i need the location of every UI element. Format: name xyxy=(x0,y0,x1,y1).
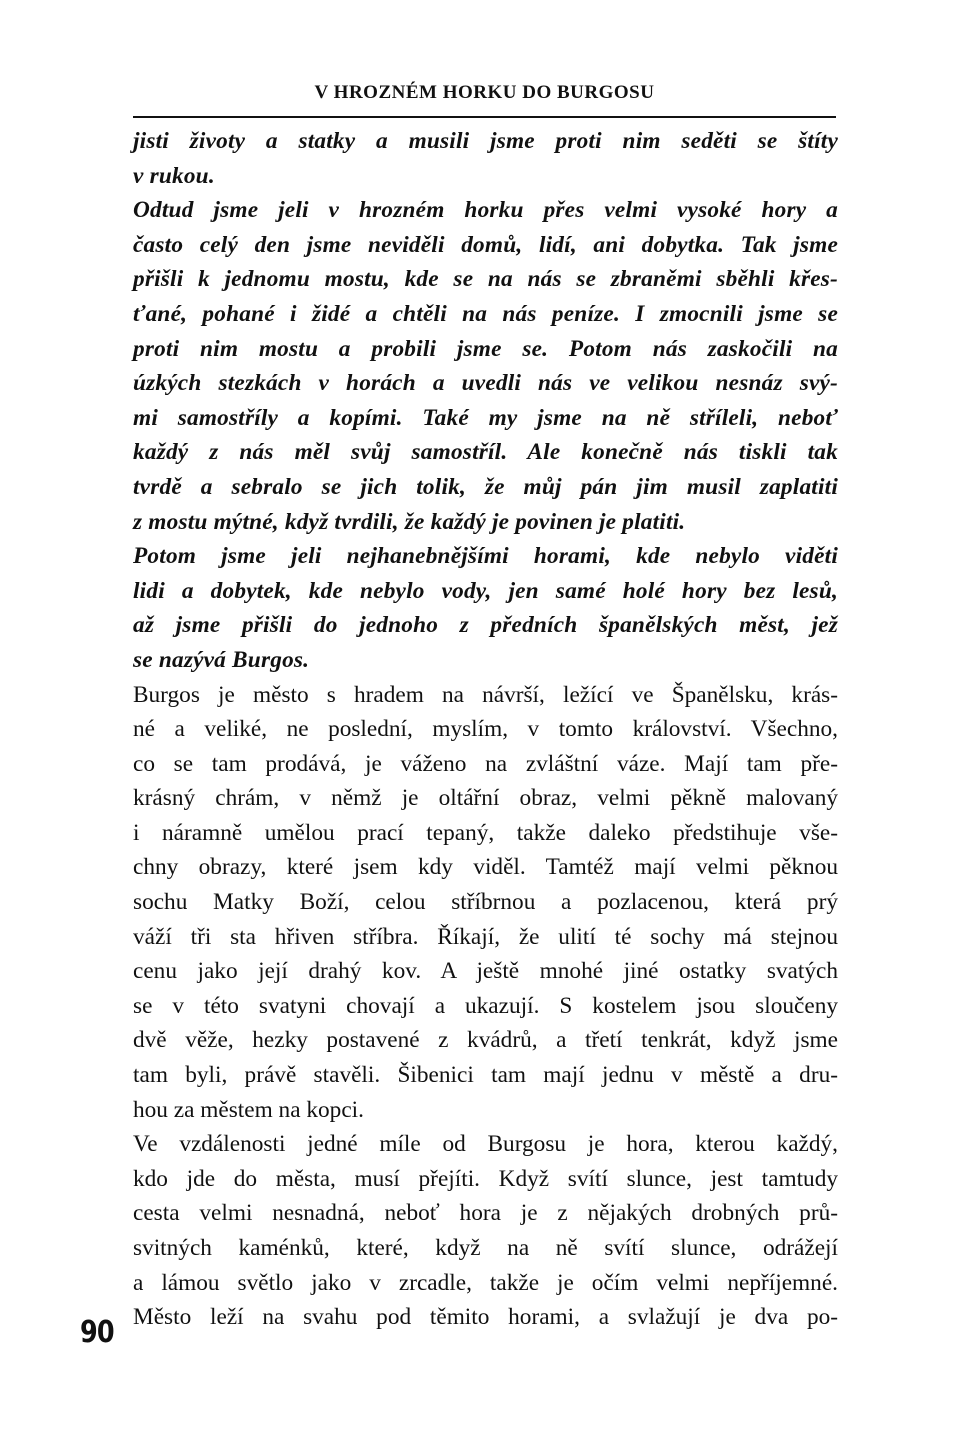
paragraph xyxy=(133,1127,838,1335)
text-line: se nazývá Burgos. xyxy=(133,646,310,673)
paragraph xyxy=(133,539,838,677)
text-line: jisti životy a statky a musili jsme proti nim seděti se štíty xyxy=(133,128,838,154)
text-line: co se tam prodává, je váženo na zvláštní váze. Mají tam pře- xyxy=(133,750,838,777)
text-line: Odtud jsme jeli v hrozném horku přes velmi vysoké hory a xyxy=(133,197,838,224)
header-rule xyxy=(133,116,836,118)
text-line: Ve vzdálenosti jedné míle od Burgosu je hora, kterou každý, xyxy=(133,1131,838,1158)
text-line: v rukou. xyxy=(133,162,215,189)
paragraph xyxy=(133,678,838,1128)
text-line: se v této svatyni chovají a ukazují. S kostelem jsou sloučeny xyxy=(133,992,838,1019)
page-number: 90 xyxy=(80,1315,114,1350)
text-line: kdo jde do města, musí přejíti. Když svítí slunce, jest tamtudy xyxy=(133,1165,838,1192)
text-line: každý z nás měl svůj samostříl. Ale konečně nás tiskli tak xyxy=(133,439,838,466)
text-line: cenu jako její drahý kov. A ještě mnohé jiné ostatky svatých xyxy=(133,958,838,985)
text-line: mi samostříly a kopími. Také my jsme na ně stříleli, neboť xyxy=(133,404,838,431)
text-line: proti nim mostu a probili jsme se. Potom nás zaskočili na xyxy=(133,335,838,362)
text-line: přišli k jednomu mostu, kde se na nás se zbraněmi sběhli křes- xyxy=(133,266,838,293)
text-line: lidi a dobytek, kde nebylo vody, jen samé holé hory bez lesů, xyxy=(133,577,838,604)
text-line: tam byli, právě stavěli. Šibenici tam mají jednu v městě a dru- xyxy=(133,1062,838,1089)
text-line: chny obrazy, které jsem kdy viděl. Tamtéž mají velmi pěknou xyxy=(133,854,838,881)
text-line: Burgos je město s hradem na návrší, ležící ve Španělsku, krás- xyxy=(133,681,838,708)
text-line: váží tři sta hřiven stříbra. Říkají, že ulití té sochy má stejnou xyxy=(133,923,838,950)
paragraph xyxy=(133,193,838,539)
text-line: dvě věže, hezky postavené z kvádrů, a třetí tenkrát, když jsme xyxy=(133,1027,838,1054)
text-line: cesta velmi nesnadná, neboť hora je z nějakých drobných prů- xyxy=(133,1200,838,1227)
text-line: i náramně umělou prací tepaný, takže daleko předstihuje vše- xyxy=(133,819,838,846)
text-line: z mostu mýtné, když tvrdili, že každý je povinen je platiti. xyxy=(133,508,686,535)
text-line: a lámou světlo jako v zrcadle, takže je očím velmi nepříjemné. xyxy=(133,1269,838,1296)
text-line: úzkých stezkách v horách a uvedli nás ve velikou nesnáz svý- xyxy=(133,370,838,397)
text-line: ťané, pohané i židé a chtěli na nás peníze. I zmocnili jsme se xyxy=(133,300,838,327)
text-line: svitných kaménků, které, když na ně svítí slunce, odrážejí xyxy=(133,1235,838,1261)
text-line: Potom jsme jeli nejhanebnějšími horami, kde nebylo viděti xyxy=(133,543,838,570)
text-line: né a veliké, ne poslední, myslím, v tomto království. Všechno, xyxy=(133,716,838,743)
text-line: tvrdě a sebralo se jich tolik, že můj pán jim musil zaplatiti xyxy=(133,473,838,500)
text-line: krásný chrám, v němž je oltářní obraz, velmi pěkně malovaný xyxy=(133,785,838,812)
paragraph xyxy=(133,124,838,193)
body-text xyxy=(133,124,838,1335)
text-line: hou za městem na kopci. xyxy=(133,1096,364,1123)
running-title: V HROZNÉM HORKU DO BURGOSU xyxy=(314,82,655,103)
text-line: sochu Matky Boží, celou stříbrnou a pozlacenou, která prý xyxy=(133,889,838,916)
text-line: často celý den jsme neviděli domů, lidí, ani dobytka. Tak jsme xyxy=(133,231,838,258)
text-line: Město leží na svahu pod těmito horami, a svlažují je dva po- xyxy=(133,1304,838,1331)
text-line: až jsme přišli do jednoho z předních španělských měst, jež xyxy=(133,612,838,639)
